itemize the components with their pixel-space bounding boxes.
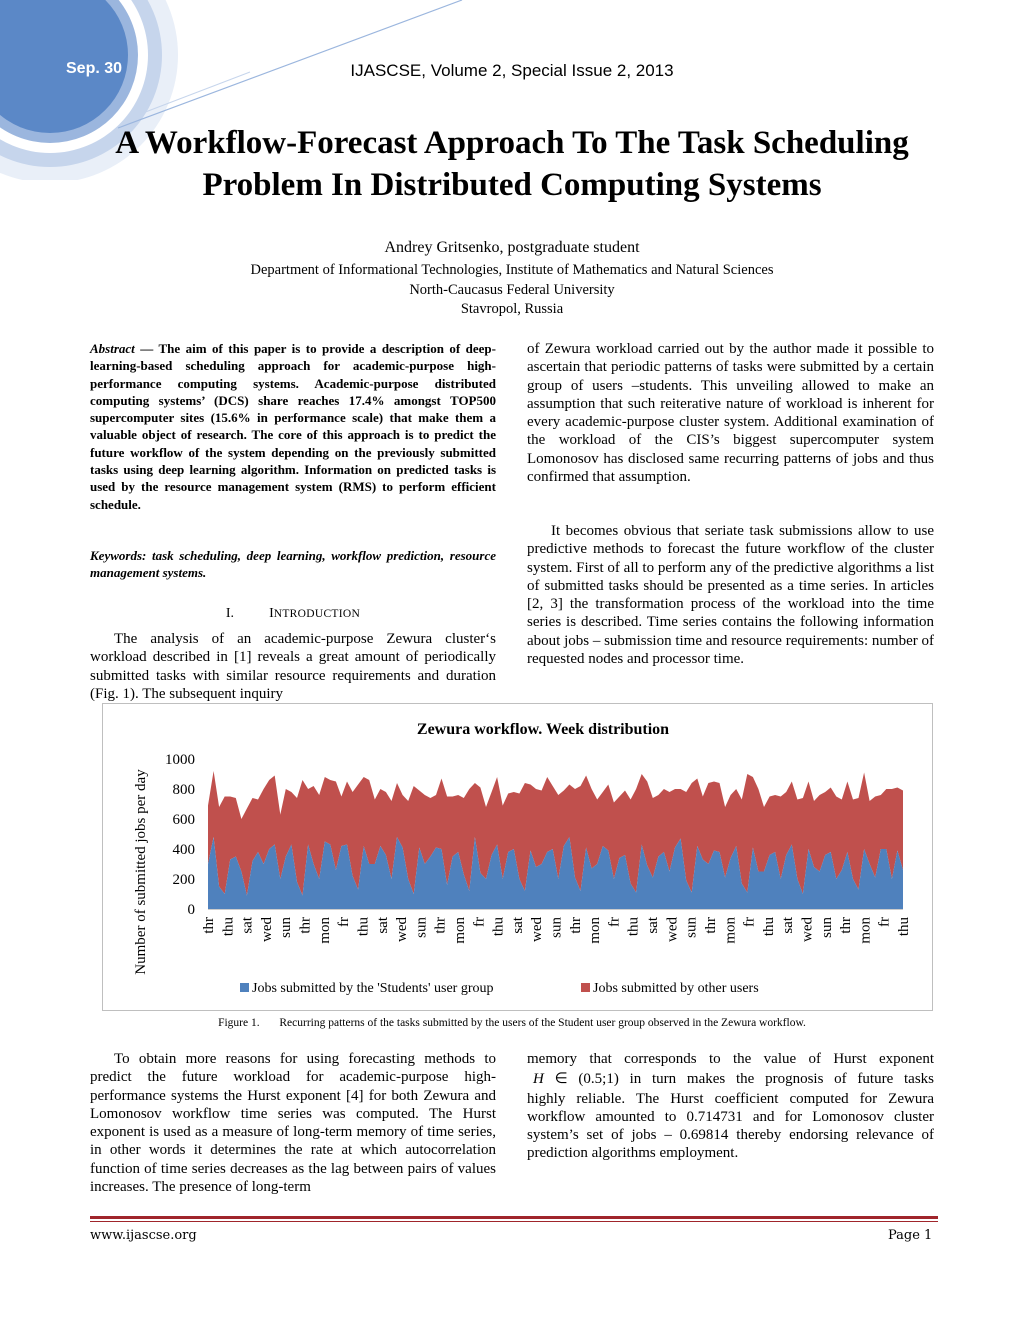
footer-page-number: Page 1 <box>888 1228 933 1243</box>
section-title <box>269 606 360 621</box>
right-column-text-1: of Zewura workload carried out by the author made it possible to ascertain that periodic patterns of tasks were submitted by a certain group of users –students. This unveiling allowed to make an assumption that such reiterative nature of workload is inherent for every academic-purpose cluster system. Additional examination of the workload of the CIS’s biggest supercomputer system Lomonosov has disclosed same recurring patterns of jobs and thus confirmed that assumption. <box>527 341 934 486</box>
x-tick-label: thu <box>355 917 372 937</box>
y-tick-label: 1000 <box>165 752 195 768</box>
x-tick-label: mon <box>857 917 874 944</box>
abstract-text: The aim of this paper is to provide a description of deep-learning-based scheduling approach for academic-purpose high-performance computing systems. Academic-purpose distributed computing systems’ (DCS) share reaches 17.4% amongst TOP500 supercomputer sites (15.6% in performance scale) that make them a valuable object of research. The core of this approach is to predict the future workflow of the system depending on the previously submitted tasks using deep learning algorithm. Information on predicted tasks is used by the resource management system (RMS) to perform efficient schedule. <box>90 341 496 512</box>
section-heading-introduction <box>90 606 496 622</box>
x-tick-label: wed <box>664 917 681 942</box>
hurst-interval: ∈ (0.5;1) <box>543 1071 619 1088</box>
paper-title <box>60 122 964 206</box>
right-column-paragraph-2 <box>527 522 934 668</box>
footer-rule-thin <box>90 1221 938 1222</box>
chart-svg <box>103 704 932 1010</box>
x-tick-label: mon <box>452 917 468 944</box>
x-tick-label: thu <box>760 917 777 937</box>
x-tick-label: thr <box>567 917 584 934</box>
x-tick-label: wed <box>394 917 411 942</box>
hurst-line-1: memory that corresponds to the value of Hurst exponent <box>527 1051 934 1067</box>
y-tick-label: 400 <box>172 842 195 858</box>
x-tick-label: sun <box>413 917 430 938</box>
y-tick-label: 600 <box>172 812 195 828</box>
x-tick-label: fr <box>606 917 623 927</box>
x-tick-label: wed <box>529 917 546 942</box>
date-badge: Sep. 30 <box>66 60 123 77</box>
footer-url: www.ijascse.org <box>90 1228 197 1243</box>
chart-legend <box>240 981 759 996</box>
x-tick-label: sat <box>509 917 526 934</box>
figure-1-chart <box>102 703 933 1011</box>
x-tick-label: mon <box>316 917 333 944</box>
keywords <box>90 547 496 582</box>
abstract-label: Abstract <box>90 341 135 356</box>
x-tick-label: fr <box>876 917 893 927</box>
caption-text: Recurring patterns of the tasks submitted by the users of the Student user group observed in the Zewura workflow. <box>279 1017 806 1029</box>
hurst-symbol: H <box>533 1071 544 1088</box>
x-tick-label: thr <box>201 917 217 934</box>
section-title-rest: NTRODUCTION <box>273 608 361 620</box>
y-tick-label: 0 <box>187 902 195 918</box>
x-tick-label: sun <box>278 917 295 938</box>
x-tick-label: sun <box>683 917 700 938</box>
x-tick-label: sat <box>645 917 661 934</box>
x-tick-label: fr <box>741 917 758 927</box>
abstract <box>90 340 496 513</box>
x-tick-label: sat <box>239 917 256 934</box>
journal-header: IJASCSE, Volume 2, Special Issue 2, 2013 <box>350 61 674 80</box>
x-tick-label: thr <box>838 917 855 934</box>
author-name: Andrey Gritsenko, postgraduate student <box>384 239 640 256</box>
hurst-rest: highly reliable. The Hurst coefficient computed for Zewura workflow amounted to 0.714731 and for Lomonosov cluster system’s set of jobs – 0.69814 thereby endorsing relevance of prediction algorithms employment. <box>527 1090 934 1162</box>
legend-swatch-others <box>581 983 590 992</box>
intro-paragraph <box>90 630 496 703</box>
legend-swatch-students <box>240 983 249 992</box>
hurst-line-2-text: in turn makes the prognosis of future tasks <box>618 1071 934 1088</box>
x-tick-label: sat <box>374 917 391 934</box>
x-tick-label: thu <box>220 917 237 937</box>
x-tick-label: wed <box>258 917 275 942</box>
title-line-1: A Workflow-Forecast Approach To The Task Scheduling <box>115 125 909 161</box>
affiliation-department: Department of Informational Technologies, Institute of Mathematics and Natural Sciences <box>250 262 774 278</box>
footer-rule-thick <box>90 1216 938 1219</box>
bottom-right-paragraph <box>527 1050 934 1163</box>
caption-label: Figure 1. <box>218 1017 260 1029</box>
chart-ylabel: Number of submitted jobs per day <box>133 769 149 975</box>
x-tick-label: sun <box>818 917 835 938</box>
title-line-2: Problem In Distributed Computing Systems <box>202 167 822 203</box>
legend-label-students: Jobs submitted by the 'Students' user group <box>252 981 494 996</box>
x-tick-label: thu <box>625 917 642 937</box>
bottom-left-paragraph <box>90 1050 496 1196</box>
bottom-left-text: To obtain more reasons for using forecasting methods to predict the future workload for academic-purpose high-performance systems the Hurst exponent [4] for both Zewura and Lomonosov workflow time series was computed. The Hurst exponent is used as a measure of long-term memory of time series, in other words it determines the rate at which autocorrelation function of time series decreases as the lag between pairs of values increases. The presence of long-term <box>90 1051 496 1196</box>
affiliation-city: Stavropol, Russia <box>460 301 564 317</box>
section-number: I. <box>225 606 235 621</box>
x-tick-label: sun <box>548 917 565 938</box>
y-tick-label: 200 <box>172 872 195 888</box>
x-tick-label: wed <box>799 917 816 942</box>
figure-caption <box>0 1017 1024 1029</box>
chart-title: Zewura workflow. Week distribution <box>416 721 670 738</box>
x-tick-label: thu <box>896 917 912 937</box>
abstract-dash: — <box>134 341 159 356</box>
x-tick-label: thr <box>432 917 449 934</box>
right-column-text-2: It becomes obvious that seriate task submissions allow to use predictive methods to forecast the future workflow of the cluster system. First of all to perform any of the predictive algorithms a list of submitted tasks should be presented as a time series. In articles [2, 3] the transformation process of the workload into the time series is described. Time series contains the following information about jobs – submission time and resource requirements: number of requested nodes and processor time. <box>527 523 934 668</box>
section-title-initial: I <box>269 606 274 621</box>
keywords-text: task scheduling, deep learning, workflow prediction, resource management systems. <box>90 548 496 581</box>
affiliation-university: North-Caucasus Federal University <box>409 282 615 298</box>
x-tick-label: thu <box>490 917 507 937</box>
x-tick-label: thr <box>702 917 719 934</box>
right-column-paragraph-1 <box>527 340 934 486</box>
x-tick-label: mon <box>587 917 604 944</box>
y-tick-label: 800 <box>172 782 195 798</box>
hurst-line-2 <box>527 1070 934 1088</box>
x-tick-label: mon <box>722 917 739 944</box>
x-tick-label: thr <box>297 917 314 934</box>
intro-text: The analysis of an academic-purpose Zewura cluster‘s workload described in [1] reveals a great amount of periodically submitted tasks with similar resource requirements and duration (Fig. 1). The subsequent inquiry <box>90 631 496 702</box>
legend-label-others: Jobs submitted by other users <box>593 981 759 996</box>
x-tick-label: fr <box>471 917 488 927</box>
x-tick-label: sat <box>780 917 797 934</box>
x-tick-label: fr <box>336 917 353 927</box>
keywords-label: Keywords: <box>90 548 147 563</box>
